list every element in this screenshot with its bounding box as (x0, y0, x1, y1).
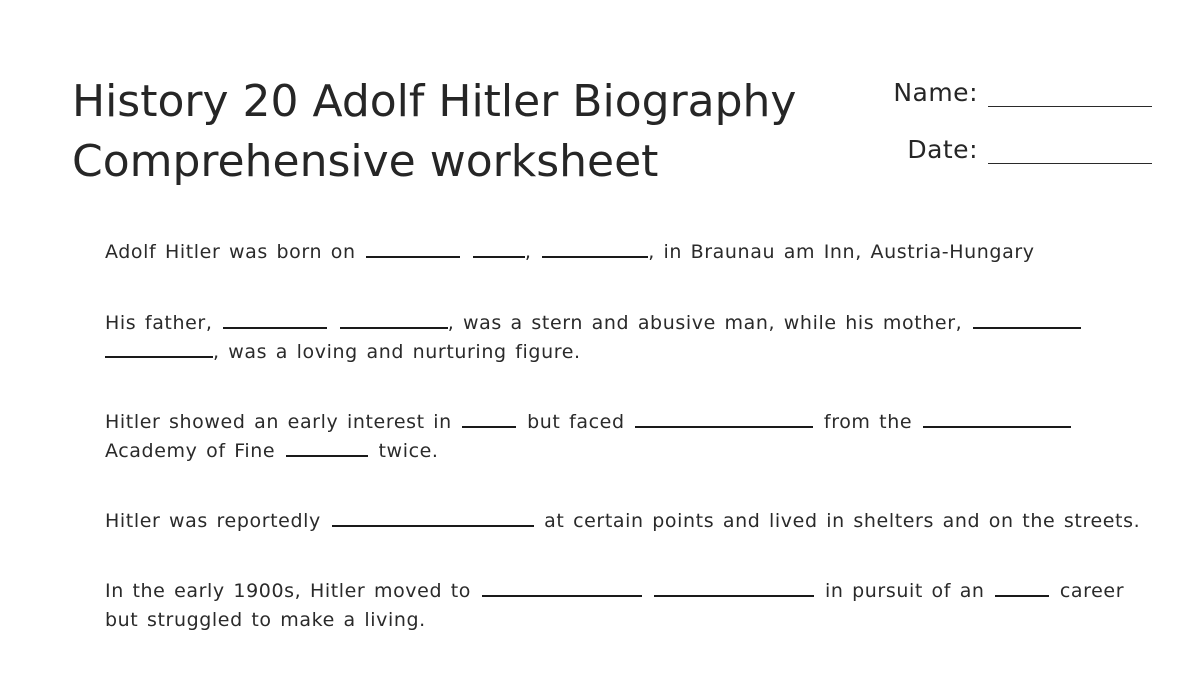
blank-arts[interactable] (286, 441, 368, 457)
blank-condition[interactable] (332, 511, 534, 527)
date-label: Date: (907, 135, 978, 164)
blank-city-academy[interactable] (923, 412, 1071, 428)
blank-interest[interactable] (462, 412, 516, 428)
date-blank[interactable] (988, 141, 1152, 164)
question-1-comma: , (524, 241, 532, 263)
name-field[interactable] (893, 78, 1152, 107)
question-5-text-mid: in pursuit of an (824, 580, 985, 602)
worksheet-title (72, 72, 796, 192)
question-3-text: Hitler showed an early interest in (105, 411, 452, 433)
blank-father-last[interactable] (340, 313, 448, 329)
question-4-text: Hitler was reportedly (105, 510, 321, 532)
question-1-text: Adolf Hitler was born on (105, 241, 356, 263)
question-1 (105, 238, 1035, 267)
blank-career[interactable] (995, 581, 1049, 597)
date-field[interactable] (907, 135, 1152, 164)
question-1-text-end: , in Braunau am Inn, Austria-Hungary (648, 241, 1035, 263)
name-blank[interactable] (988, 84, 1152, 107)
blank-mother-first[interactable] (973, 313, 1081, 329)
question-3-text-mid2: from the (823, 411, 913, 433)
question-5-text: In the early 1900s, Hitler moved to (105, 580, 472, 602)
blank-month[interactable] (366, 242, 460, 258)
question-2-text-end: , was a loving and nurturing figure. (213, 341, 581, 363)
question-4 (105, 507, 1140, 536)
blank-mother-last[interactable] (105, 342, 213, 358)
blank-destination-1[interactable] (482, 581, 642, 597)
question-4-text-end: at certain points and lived in shelters and on the streets. (544, 510, 1141, 532)
question-5 (105, 577, 1124, 635)
question-2 (105, 309, 1083, 367)
question-2-text: His father, (105, 312, 213, 334)
question-2-text-mid: , was a stern and abusive man, while his mother, (447, 312, 963, 334)
name-label: Name: (893, 78, 978, 107)
question-3 (105, 408, 1073, 466)
question-3-text-mid: but faced (527, 411, 625, 433)
blank-rejection[interactable] (635, 412, 813, 428)
title-line-1: History 20 Adolf Hitler Biography (72, 76, 797, 127)
question-3-text-line2: Academy of Fine (105, 440, 276, 462)
title-line-2: Comprehensive worksheet (72, 136, 659, 187)
question-5-text-end: but struggled to make a living. (105, 609, 426, 631)
blank-destination-2[interactable] (654, 581, 814, 597)
question-5-text-mid2: career (1059, 580, 1125, 602)
blank-father-first[interactable] (223, 313, 327, 329)
blank-year[interactable] (542, 242, 648, 258)
blank-day[interactable] (473, 242, 525, 258)
question-3-text-end: twice. (378, 440, 439, 462)
